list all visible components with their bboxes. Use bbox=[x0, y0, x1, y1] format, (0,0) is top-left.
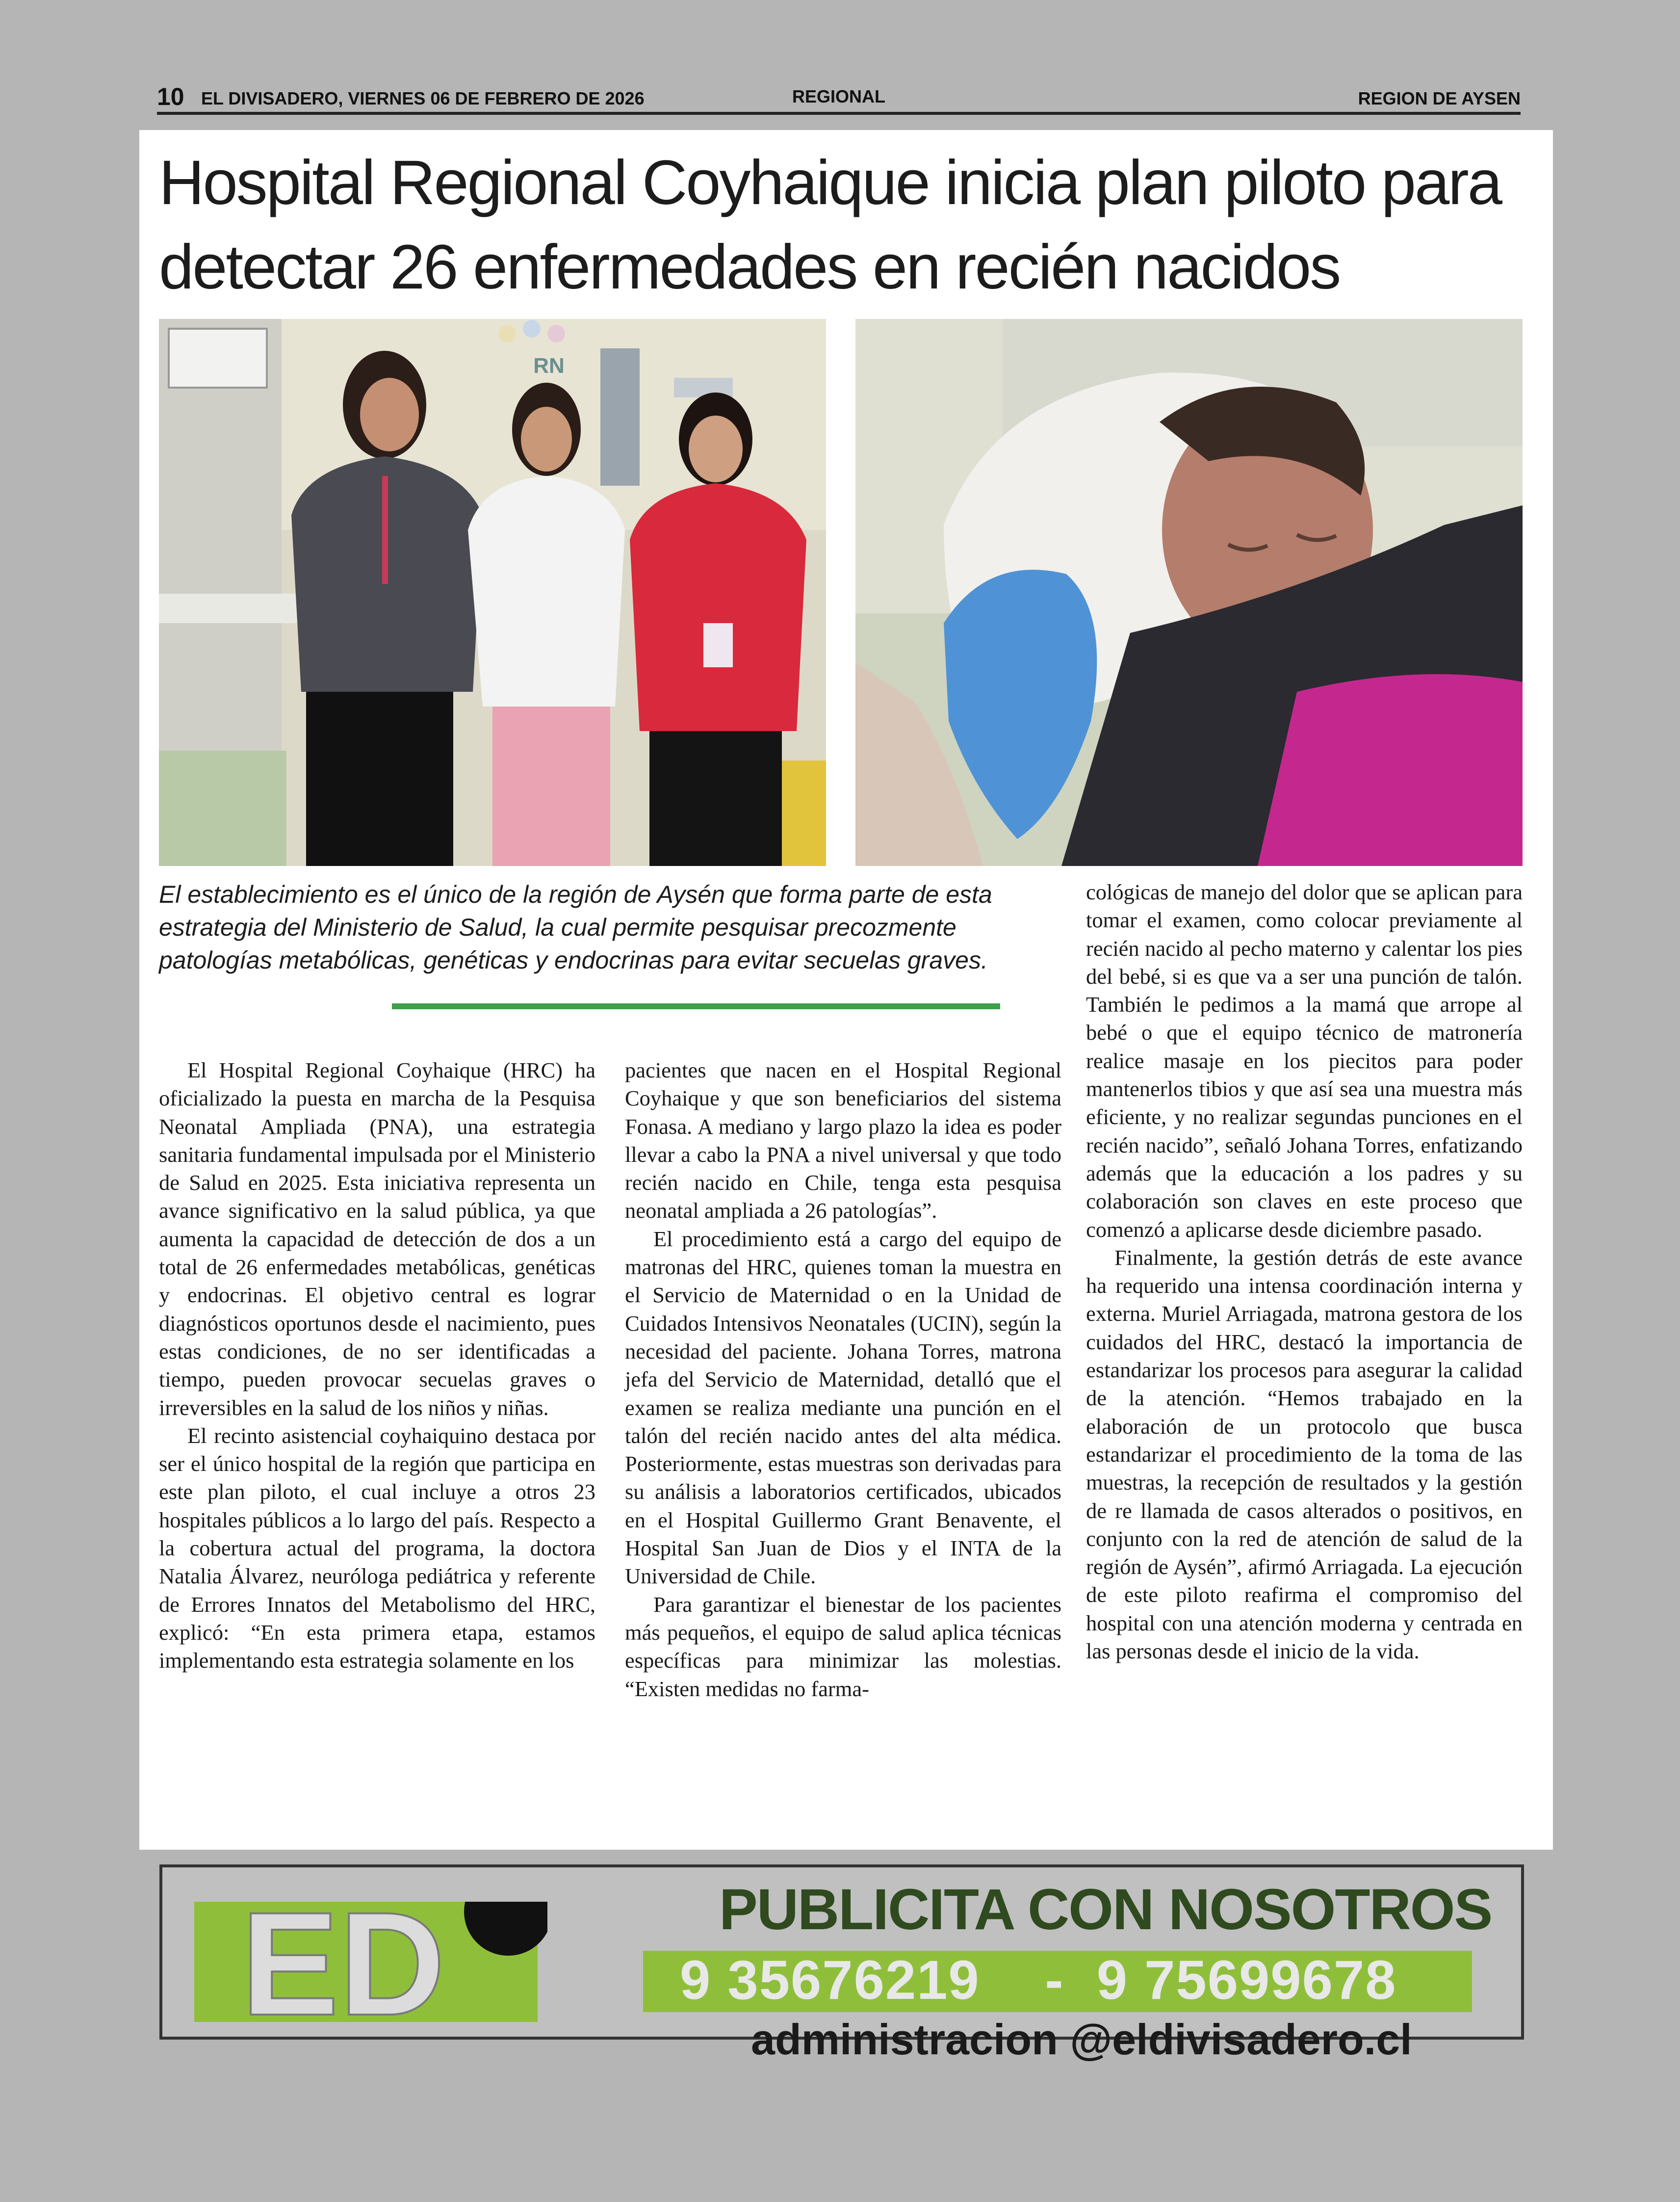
section-name: REGIONAL bbox=[792, 86, 886, 106]
article-column-1 bbox=[159, 1056, 595, 1675]
region-name: REGION DE AYSEN bbox=[1358, 88, 1521, 108]
photo-newborn bbox=[855, 319, 1523, 866]
article-column-2 bbox=[625, 1056, 1061, 1703]
newspaper-logo bbox=[194, 1902, 547, 2022]
headline-line-2: detectar 26 enfermedades en recién nacidos bbox=[159, 232, 1340, 302]
article-panel bbox=[139, 130, 1553, 1850]
paragraph: El recinto asistencial coyhaiquino destaca por ser el único hospital de la región que participa en este plan piloto, el cual incluye a otros 23 hospitales públicos a lo largo del país. Respecto a la cobertura actual del programa, la doctora Natalia Álvarez, neuróloga pediátrica y referente de Errores Innatos del Metabolismo del HRC, explicó: “En esta primera etapa, estamos implementando esta estrategia solamente en los bbox=[159, 1423, 595, 1673]
photo-caption: El establecimiento es el único de la región de Aysén que forma parte de esta estrategia del Ministerio de Salud, la cual permite pesquisar precozmente patologías metabólicas, genéticas y endocrinas para evitar secuelas graves. bbox=[159, 881, 992, 974]
ad-email: administracion @eldivisadero.cl bbox=[751, 2015, 1412, 2064]
photo-midwives bbox=[159, 319, 826, 866]
headline-line-1: Hospital Regional Coyhaique inicia plan piloto para bbox=[159, 148, 1501, 218]
paragraph: Finalmente, la gestión detrás de este avance ha requerido una intensa coordinación interna y externa. Muriel Arriagada, matrona gestora de los cuidados del HRC, destacó la importancia de estandarizar los procesos para asegurar la calidad de la atención. “Hemos trabajado en la elaboración de un protocolo que busca estandarizar el procedimiento de la toma de las muestras, la recepción de resultados y la gestión de re llamada de casos alterados o positivos, en conjunto con la red de atención de salud de la región de Aysén”, afirmó Arriagada. La ejecución de este piloto reafirma el compromiso del hospital con una atención moderna y centrada en las personas desde el inicio de la vida. bbox=[1086, 1245, 1523, 1664]
caption-divider bbox=[392, 1003, 1000, 1009]
ad-phone-numbers: 9 35676219 - 9 75699678 bbox=[680, 1949, 1397, 2011]
rn-badge: RN bbox=[533, 354, 565, 378]
logo-lettering: ED bbox=[241, 1902, 445, 2022]
page-header bbox=[157, 82, 1521, 115]
paragraph: El Hospital Regional Coyhaique (HRC) ha oficializado la puesta en marcha de la Pesquisa Neonatal Ampliada (PNA), una estrategia sanitaria fundamental impulsada por el Ministerio de Salud en 2025. Esta iniciativa representa un avance significativo en la salud pública, ya que aumenta la capacidad de detección de dos a un total de 26 enfermedades metabólicas, genéticas y endocrinas. El objetivo central es lograr diagnósticos oportunos desde el nacimiento, pues estas condiciones, de no ser identificadas a tiempo, pueden provocar secuelas graves o irreversibles en la salud de los niños y niñas. bbox=[159, 1058, 595, 1420]
page-number: 10 bbox=[157, 83, 184, 110]
newspaper-dateline: EL DIVISADERO, VIERNES 06 DE FEBRERO DE 2026 bbox=[201, 88, 645, 108]
paragraph: pacientes que nacen en el Hospital Regional Coyhaique y que son beneficiarios del sistema Fonasa. A mediano y largo plazo la idea es poder llevar a cabo la PNA a nivel universal y que todo recién nacido en Chile, tenga esta pesquisa neonatal ampliada a 26 patologías”. bbox=[625, 1058, 1061, 1223]
paragraph: Para garantizar el bienestar de los pacientes más pequeños, el equipo de salud aplica técnicas específicas para minimizar las molestias. “Existen medidas no farma- bbox=[625, 1592, 1061, 1701]
article-headline bbox=[159, 141, 1532, 310]
ad-title: PUBLICITA CON NOSOTROS bbox=[719, 1877, 1492, 1942]
article-column-3 bbox=[1086, 878, 1523, 1665]
advertisement-banner bbox=[159, 1864, 1524, 2064]
paragraph: El procedimiento está a cargo del equipo de matronas del HRC, quienes toman la muestra en el Servicio de Maternidad o en la Unidad de Cuidados Intensivos Neonatales (UCIN), según la necesidad del paciente. Johana Torres, matrona jefa del Servicio de Maternidad, detalló que el examen se realiza mediante una punción en el talón del recién nacido antes del alta médica. Posteriormente, estas muestras son derivadas para su análisis a laboratorios certificados, ubicados en el Hospital Guillermo Grant Benavente, el Hospital San Juan de Dios y el INTA de la Universidad de Chile. bbox=[625, 1226, 1061, 1589]
paragraph: cológicas de manejo del dolor que se aplican para tomar el examen, como colocar previamente al recién nacido al pecho materno y calentar los pies del bebé, si es que va a ser una punción de talón. También le pedimos a la mamá que arrope al bebé o que el equipo técnico de matronería realice masaje en los piecitos para poder mantenerlos tibios y que así sea una muestra más eficiente, y no realizar segundas punciones en el recién nacido”, señaló Johana Torres, enfatizando además que la educación a los padres y su colaboración son claves en este proceso que comenzó a aplicarse desde diciembre pasado. bbox=[1086, 880, 1523, 1242]
